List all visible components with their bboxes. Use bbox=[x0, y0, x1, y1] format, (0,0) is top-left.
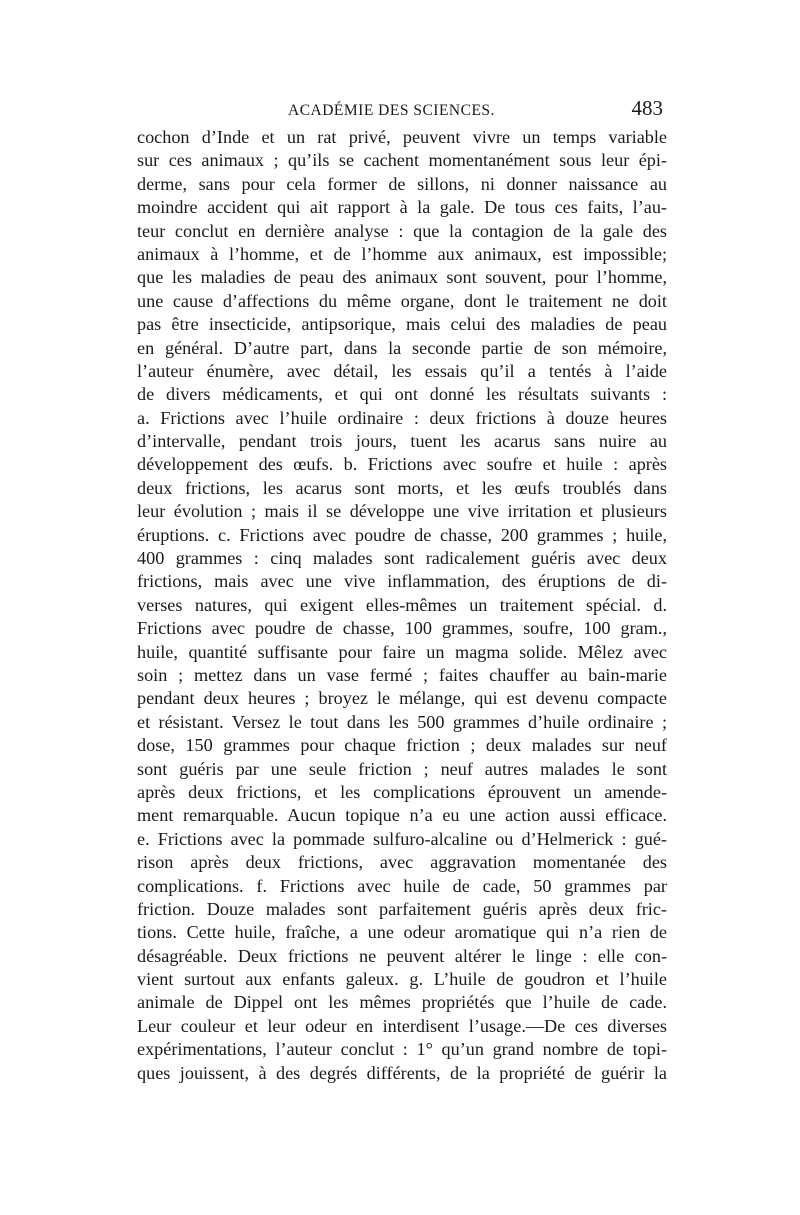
text-line: d’intervalle, pendant trois jours, tuent les acarus sans nuire au bbox=[137, 431, 667, 452]
text-line: une cause d’affections du même organe, dont le traitement ne doit bbox=[137, 290, 667, 311]
text-line: pas être insecticide, antipsorique, mais celui des maladies de peau bbox=[137, 314, 667, 335]
text-line: de divers médicaments, et qui ont donné les résultats suivants : bbox=[137, 384, 667, 405]
text-line: moindre accident qui ait rapport à la gale. De tous ces faits, l’au- bbox=[137, 197, 667, 218]
text-line: désagréable. Deux frictions ne peuvent altérer le linge : elle con- bbox=[137, 945, 667, 966]
page-number: 483 bbox=[631, 96, 663, 120]
text-line: cochon d’Inde et un rat privé, peuvent vivre un temps variable bbox=[137, 127, 667, 147]
text-line: après deux frictions, et les complications éprouvent un amende- bbox=[137, 781, 667, 802]
text-line: a. Frictions avec l’huile ordinaire : deux frictions à douze heures bbox=[137, 407, 667, 428]
text-line: que les maladies de peau des animaux sont souvent, pour l’homme, bbox=[137, 267, 667, 288]
text-line: tions. Cette huile, fraîche, a une odeur aromatique qui n’a rien de bbox=[137, 922, 667, 943]
text-line: sont guéris par une seule friction ; neuf autres malades le sont bbox=[137, 758, 667, 779]
text-line: animale de Dippel ont les mêmes propriétés que l’huile de cade. bbox=[137, 992, 667, 1013]
text-line: frictions, mais avec une vive inflammation, des éruptions de di- bbox=[137, 571, 667, 592]
text-line: verses natures, qui exigent elles-mêmes un traitement spécial. d. bbox=[137, 594, 667, 615]
text-line: teur conclut en dernière analyse : que la contagion de la gale des bbox=[137, 220, 667, 241]
text-line: ques jouissent, à des degrés différents, de la propriété de guérir la bbox=[137, 1062, 667, 1083]
text-line: pendant deux heures ; broyez le mélange, qui est devenu compacte bbox=[137, 688, 667, 709]
text-line: leur évolution ; mais il se développe une vive irritation et plusieurs bbox=[137, 501, 667, 522]
text-line: complications. f. Frictions avec huile de cade, 50 grammes par bbox=[137, 875, 667, 896]
text-line: Frictions avec poudre de chasse, 100 grammes, soufre, 100 gram., bbox=[137, 618, 667, 639]
text-line: ment remarquable. Aucun topique n’a eu une action aussi efficace. bbox=[137, 805, 667, 826]
text-line: derme, sans pour cela former de sillons, ni donner naissance au bbox=[137, 173, 667, 194]
text-line: soin ; mettez dans un vase fermé ; faites chauffer au bain-marie bbox=[137, 664, 667, 685]
text-line: et résistant. Versez le tout dans les 500 grammes d’huile ordinaire ; bbox=[137, 711, 667, 732]
text-line: éruptions. c. Frictions avec poudre de chasse, 200 grammes ; huile, bbox=[137, 524, 667, 545]
text-line: vient surtout aux enfants galeux. g. L’huile de goudron et l’huile bbox=[137, 969, 667, 990]
body-text bbox=[137, 126, 667, 1085]
running-head bbox=[137, 96, 667, 126]
text-line: dose, 150 grammes pour chaque friction ; deux malades sur neuf bbox=[137, 735, 667, 756]
running-title: ACADÉMIE DES SCIENCES. bbox=[288, 102, 495, 119]
text-line: sur ces animaux ; qu’ils se cachent momentanément sous leur épi- bbox=[137, 150, 667, 171]
text-line: en général. D’autre part, dans la seconde partie de son mémoire, bbox=[137, 337, 667, 358]
text-line: deux frictions, les acarus sont morts, et les œufs troublés dans bbox=[137, 477, 667, 498]
text-line: Leur couleur et leur odeur en interdisent l’usage.—De ces diverses bbox=[137, 1015, 667, 1036]
text-line: rison après deux frictions, avec aggravation momentanée des bbox=[137, 852, 667, 873]
text-line: expérimentations, l’auteur conclut : 1° qu’un grand nombre de topi- bbox=[137, 1039, 667, 1060]
text-line: 400 grammes : cinq malades sont radicalement guéris avec deux bbox=[137, 548, 667, 569]
text-line: huile, quantité suffisante pour faire un magma solide. Mêlez avec bbox=[137, 641, 667, 662]
text-line: e. Frictions avec la pommade sulfuro-alcaline ou d’Helmerick : gué- bbox=[137, 828, 667, 849]
text-line: développement des œufs. b. Frictions avec soufre et huile : après bbox=[137, 454, 667, 475]
text-line: animaux à l’homme, et de l’homme aux animaux, est impossible; bbox=[137, 243, 667, 264]
text-line: friction. Douze malades sont parfaitement guéris après deux fric- bbox=[137, 898, 667, 919]
text-line: l’auteur énumère, avec détail, les essais qu’il a tentés à l’aide bbox=[137, 360, 667, 381]
